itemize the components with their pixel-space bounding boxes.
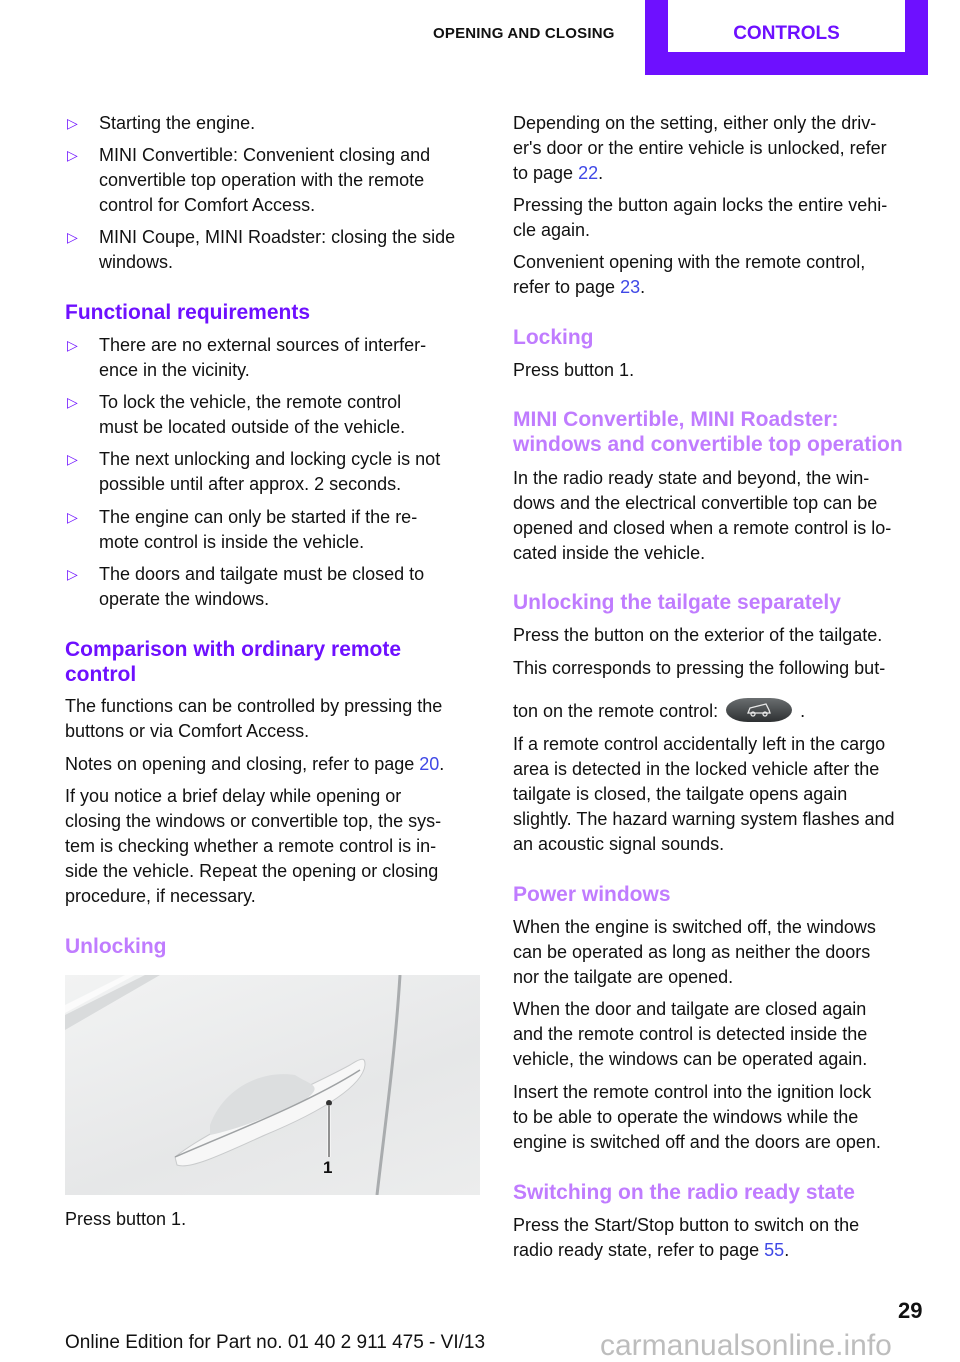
figure-caption: Press button 1.: [65, 1209, 187, 1229]
triangle-bullet-icon: ▷: [67, 509, 78, 525]
heading-locking: Locking: [513, 326, 594, 349]
paragraph: Pressing the button again locks the entire vehi- cle again.: [513, 195, 888, 240]
tailgate-button-icon: [726, 698, 792, 722]
list-item: ▷ There are no external sources of interfer- ence in the vicinity.: [67, 335, 427, 380]
triangle-bullet-icon: ▷: [67, 147, 78, 163]
heading-comparison: Comparison with ordinary remote control: [65, 638, 402, 686]
chapter-tab-label: CONTROLS: [668, 0, 905, 52]
door-handle-illustration: [65, 975, 480, 1195]
paragraph: Notes on opening and closing, refer to page 20.: [65, 754, 445, 774]
paragraph: This corresponds to pressing the following but-: [513, 658, 886, 678]
heading-power-windows: Power windows: [513, 883, 671, 906]
door-handle-figure: [65, 975, 480, 1195]
heading-functional-requirements: Functional requirements: [65, 301, 311, 324]
watermark: carmanualsonline.info: [600, 1329, 892, 1362]
list-item: ▷ Starting the engine.: [65, 111, 255, 136]
paragraph: When the engine is switched off, the windows can be operated as long as neither the doors nor the tailgate are opened.: [513, 917, 876, 987]
heading-tailgate: Unlocking the tailgate separately: [513, 591, 841, 614]
paragraph: Depending on the setting, either only the driv- er's door or the entire vehicle is unlocked, refer to page 22.: [513, 113, 887, 183]
triangle-bullet-icon: ▷: [67, 394, 78, 410]
page-link[interactable]: 22: [578, 163, 599, 183]
figure-callout: 1: [323, 1158, 333, 1177]
triangle-bullet-icon: ▷: [67, 115, 78, 131]
list-item: ▷ MINI Convertible: Convenient closing and convertible top operation with the remote control for Comfort Access.: [67, 145, 431, 215]
paragraph: If a remote control accidentally left in the cargo area is detected in the locked vehicle after the tailgate is closed, the tailgate opens again slightly. The hazard warning system flashes and an acoustic signal sounds.: [513, 734, 895, 854]
triangle-bullet-icon: ▷: [67, 229, 78, 245]
heading-convertible: MINI Convertible, MINI Roadster: windows and convertible top operation: [513, 408, 903, 456]
paragraph: Insert the remote control into the ignition lock to be able to operate the windows while the engine is switched off and the doors are open.: [513, 1082, 881, 1152]
triangle-bullet-icon: ▷: [67, 451, 78, 467]
section-title: OPENING AND CLOSING: [433, 25, 615, 42]
paragraph: ton on the remote control: .: [513, 698, 805, 726]
page-link[interactable]: 20: [419, 754, 440, 774]
chapter-tab[interactable]: [645, 0, 928, 75]
list-item: ▷ The engine can only be started if the re- mote control is inside the vehicle.: [67, 507, 418, 552]
paragraph: If you notice a brief delay while opening or closing the windows or convertible top, the sys- tem is checking whether a remote control is in- side the vehicle. Repeat the opening or closing procedure, if necessary.: [65, 786, 442, 906]
paragraph: Press the Start/Stop button to switch on the radio ready state, refer to page 55.: [513, 1215, 860, 1260]
paragraph: In the radio ready state and beyond, the win- dows and the electrical convertible top can be opened and closed when a remote control is lo- cated inside the vehicle.: [513, 468, 892, 563]
paragraph: Press button 1.: [513, 360, 635, 380]
list-item: ▷ The doors and tailgate must be closed to operate the windows.: [67, 564, 425, 609]
triangle-bullet-icon: ▷: [67, 337, 78, 353]
footer-edition: Online Edition for Part no. 01 40 2 911 475 - VI/13: [65, 1332, 486, 1353]
page-link[interactable]: 23: [620, 277, 641, 297]
page-number: 29: [898, 1298, 923, 1323]
paragraph: The functions can be controlled by pressing the buttons or via Comfort Access.: [65, 696, 443, 741]
list-item: ▷ The next unlocking and locking cycle is not possible until after approx. 2 seconds.: [67, 449, 441, 494]
heading-unlocking: Unlocking: [65, 935, 167, 958]
heading-radio-ready: Switching on the radio ready state: [513, 1181, 855, 1204]
list-item: ▷ MINI Coupe, MINI Roadster: closing the side windows.: [67, 227, 456, 272]
page-link[interactable]: 55: [764, 1240, 785, 1260]
paragraph: Press the button on the exterior of the tailgate.: [513, 625, 883, 645]
paragraph: When the door and tailgate are closed again and the remote control is detected inside the vehicle, the windows can be operated again.: [513, 999, 868, 1069]
triangle-bullet-icon: ▷: [67, 566, 78, 582]
list-item: ▷ To lock the vehicle, the remote control must be located outside of the vehicle.: [67, 392, 406, 437]
paragraph: Convenient opening with the remote control, refer to page 23.: [513, 252, 866, 297]
